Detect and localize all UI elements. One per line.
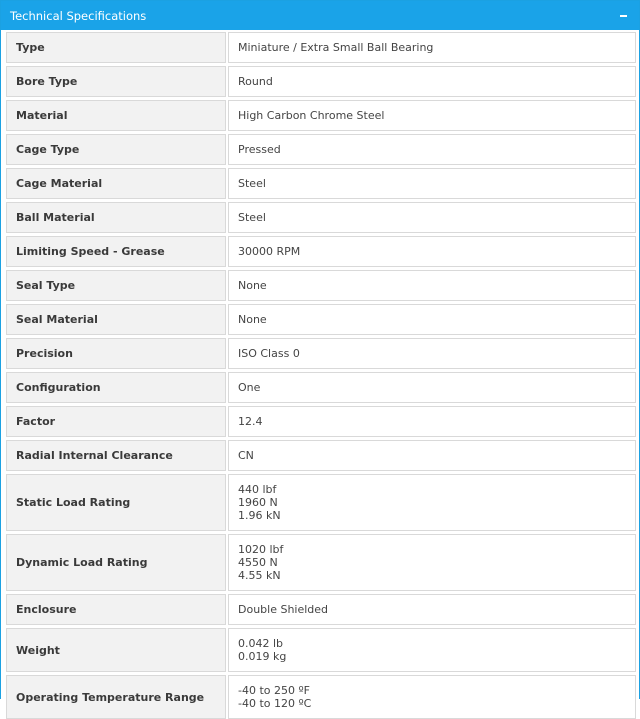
spec-value [228,406,636,437]
spec-value-line: 1020 lbf [238,543,284,556]
spec-value-line: 4.55 kN [238,569,281,582]
spec-row [6,534,636,591]
spec-value-line: Double Shielded [238,603,329,616]
spec-value-line: -40 to 120 ºC [238,697,312,710]
spec-value [228,236,636,267]
spec-value [228,202,636,233]
spec-label: Radial Internal Clearance [6,440,226,471]
spec-value-line: CN [238,449,254,462]
spec-row [6,270,636,301]
spec-label: Type [6,32,226,63]
spec-value-line: One [238,381,261,394]
collapse-icon[interactable] [615,8,631,24]
spec-value-line: 4550 N [238,556,278,569]
spec-value-line: 0.019 kg [238,650,287,663]
spec-row [6,168,636,199]
spec-value-line: Steel [238,177,266,190]
spec-label: Enclosure [6,594,226,625]
spec-row [6,675,636,719]
spec-row [6,406,636,437]
spec-value [228,66,636,97]
spec-row [6,134,636,165]
spec-row [6,372,636,403]
spec-value-line: 1960 N [238,496,278,509]
spec-value-line: 1.96 kN [238,509,281,522]
spec-value [228,440,636,471]
spec-value [228,594,636,625]
spec-value-line: Round [238,75,273,88]
spec-value-line: Miniature / Extra Small Ball Bearing [238,41,434,54]
spec-label: Seal Material [6,304,226,335]
spec-value-line: High Carbon Chrome Steel [238,109,385,122]
spec-value-line: 12.4 [238,415,263,428]
spec-row [6,100,636,131]
spec-row [6,66,636,97]
spec-row [6,32,636,63]
spec-label: Material [6,100,226,131]
spec-row [6,236,636,267]
spec-value-line: 440 lbf [238,483,277,496]
panel-header[interactable] [1,1,639,30]
spec-row [6,594,636,625]
spec-value-line: None [238,313,267,326]
spec-label: Cage Type [6,134,226,165]
spec-value-line: None [238,279,267,292]
spec-value [228,338,636,369]
spec-value-line: -40 to 250 ºF [238,684,311,697]
spec-table [1,30,639,719]
spec-label: Bore Type [6,66,226,97]
spec-value-line: 30000 RPM [238,245,301,258]
spec-value [228,372,636,403]
spec-row [6,628,636,672]
spec-label: Cage Material [6,168,226,199]
spec-label: Factor [6,406,226,437]
spec-label: Dynamic Load Rating [6,534,226,591]
spec-label: Limiting Speed - Grease [6,236,226,267]
spec-row [6,338,636,369]
spec-value [228,32,636,63]
spec-value [228,675,636,719]
spec-value-line: 0.042 lb [238,637,284,650]
spec-row [6,440,636,471]
spec-row [6,304,636,335]
spec-value [228,100,636,131]
spec-value [228,534,636,591]
spec-value [228,168,636,199]
panel-title: Technical Specifications [10,8,147,23]
spec-label: Operating Temperature Range [6,675,226,719]
spec-value [228,628,636,672]
spec-label: Seal Type [6,270,226,301]
spec-label: Configuration [6,372,226,403]
spec-label: Ball Material [6,202,226,233]
spec-row [6,202,636,233]
spec-value [228,134,636,165]
spec-value-line: Pressed [238,143,281,156]
spec-label: Precision [6,338,226,369]
spec-label: Static Load Rating [6,474,226,531]
spec-label: Weight [6,628,226,672]
spec-value-line: Steel [238,211,266,224]
spec-value [228,474,636,531]
spec-row [6,474,636,531]
spec-value-line: ISO Class 0 [238,347,300,360]
spec-value [228,270,636,301]
spec-value [228,304,636,335]
